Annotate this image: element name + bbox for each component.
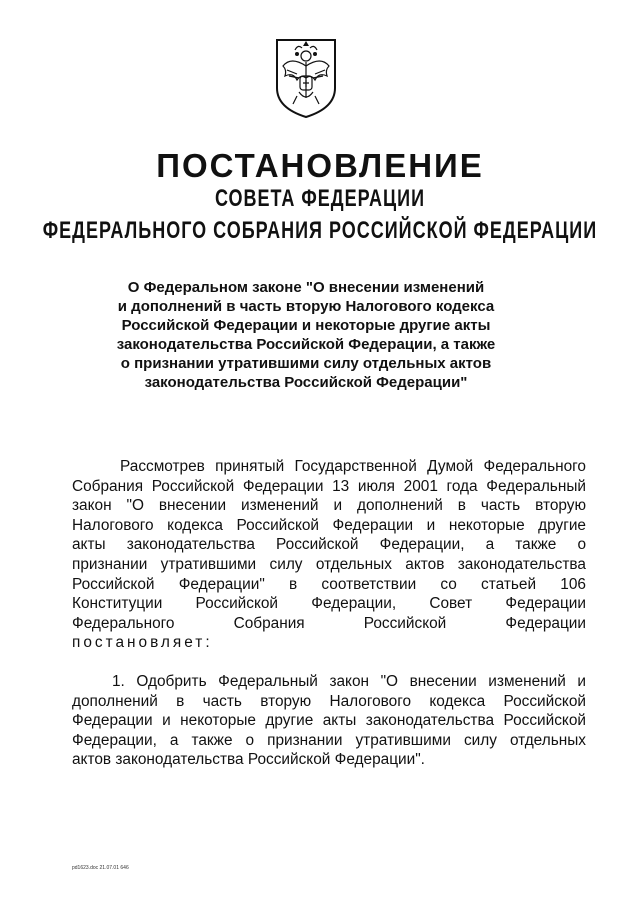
preamble-line: акты законодательства Российской Федерации, а также о xyxy=(72,536,586,554)
clause-line: дополнений в часть вторую Налогового кодекса Российской xyxy=(72,692,586,710)
document-subject xyxy=(100,278,512,392)
subject-line: О Федеральном законе "О внесении изменений xyxy=(127,279,485,296)
preamble-line: Налогового кодекса Российской Федерации и некоторые другие xyxy=(72,516,586,534)
clause-line: Федерации и некоторые другие акты законодательства Российской xyxy=(72,712,586,730)
clause-line: актов законодательства Российской Федерации". xyxy=(72,751,425,769)
preamble-line: Конституции Российской Федерации, Совет Федерации xyxy=(72,595,586,613)
clause-1-paragraph xyxy=(72,672,586,770)
preamble-line: Рассмотрев принятый Государственной Думой Федерального xyxy=(120,458,586,475)
preamble-paragraph xyxy=(72,457,586,653)
preamble-line: закон "О внесении изменений и дополнений в часть вторую xyxy=(72,497,586,515)
subject-line: законодательства Российской Федерации" xyxy=(144,374,468,391)
coat-of-arms-emblem xyxy=(273,36,339,120)
clause-line: Федерации, а также о признании утратившими силу отдельных xyxy=(72,731,586,749)
preamble-line: Российской Федерации" в соответствии со статьей 106 xyxy=(72,575,586,593)
subject-line: законодательства Российской Федерации, а также xyxy=(116,336,496,353)
document-title: ПОСТАНОВЛЕНИЕ xyxy=(156,147,484,184)
subject-line: о признании утратившими силу отдельных актов xyxy=(120,355,492,372)
issuer-line-1: СОВЕТА ФЕДЕРАЦИИ xyxy=(214,184,426,212)
clause-line: 1. Одобрить Федеральный закон "О внесении изменений и xyxy=(112,673,586,690)
preamble-line: Федерального Собрания Российской Федерации xyxy=(72,614,586,632)
resolves-word: постановляет: xyxy=(72,634,213,652)
preamble-line: Собрания Российской Федерации 13 июля 2001 года Федеральный xyxy=(72,477,586,495)
subject-line: и дополнений в часть вторую Налогового кодекса xyxy=(117,298,495,315)
subject-line: Российской Федерации и некоторые другие акты xyxy=(121,317,491,334)
preamble-line: признании утратившими силу отдельных актов законодательства xyxy=(72,555,586,573)
issuer-line-2: ФЕДЕРАЛЬНОГО СОБРАНИЯ РОССИЙСКОЙ ФЕДЕРАЦИИ xyxy=(42,216,598,244)
document-file-code: pd1623.doc 21.07.01 646 xyxy=(72,865,129,871)
